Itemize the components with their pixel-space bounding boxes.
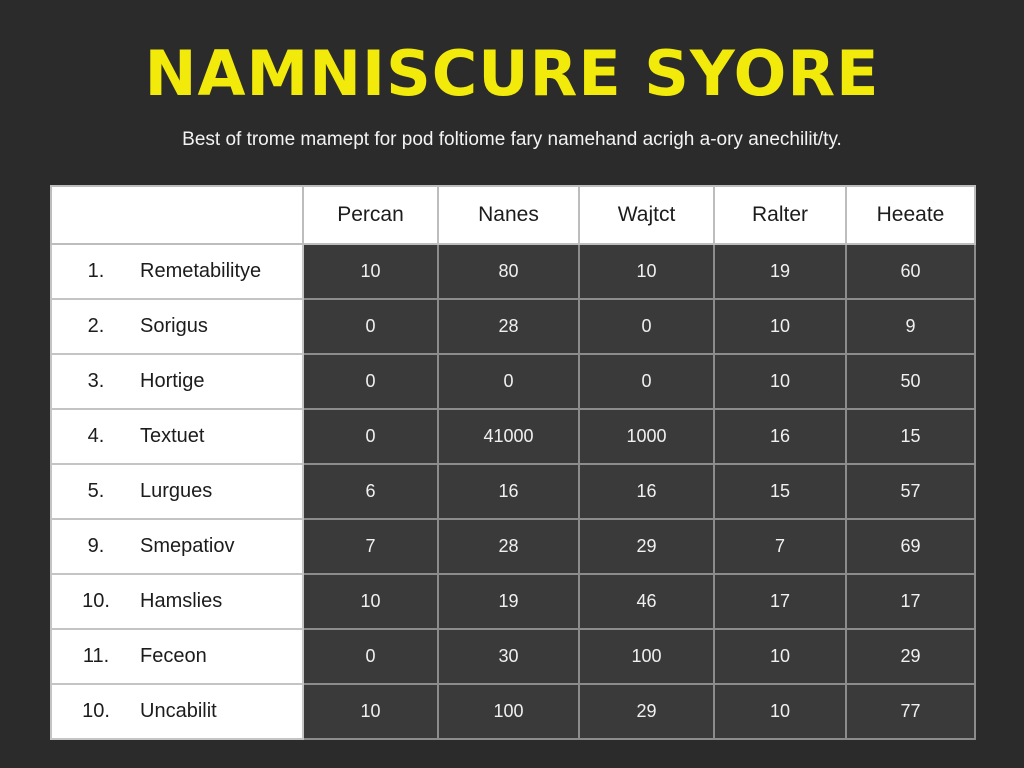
table-cell: 80 — [438, 244, 579, 299]
row-name: Textuet — [140, 425, 205, 447]
table-cell: 10 — [714, 354, 846, 409]
table-cell: 29 — [579, 519, 714, 574]
row-label-cell — [51, 464, 303, 519]
row-label-cell — [51, 519, 303, 574]
table-row — [51, 684, 975, 739]
table-cell: 10 — [714, 629, 846, 684]
table-cell: 16 — [714, 409, 846, 464]
row-rank: 10. — [82, 700, 110, 722]
table-cell: 41000 — [438, 409, 579, 464]
row-name: Remetabilitye — [140, 260, 262, 282]
column-header: Ralter — [714, 186, 846, 244]
row-label-cell — [51, 684, 303, 739]
row-label-cell — [51, 354, 303, 409]
table-cell: 0 — [303, 354, 438, 409]
table-cell: 10 — [303, 244, 438, 299]
row-name: Hortige — [140, 370, 205, 392]
row-rank: 1. — [87, 260, 105, 282]
table-cell: 16 — [438, 464, 579, 519]
table-cell: 1000 — [579, 409, 714, 464]
column-header: Heeate — [846, 186, 975, 244]
column-header: Percan — [303, 186, 438, 244]
table-row — [51, 354, 975, 409]
table-cell: 0 — [303, 299, 438, 354]
row-rank: 2. — [87, 315, 105, 337]
row-name: Smepatiov — [140, 535, 235, 557]
table-cell: 30 — [438, 629, 579, 684]
table-row — [51, 299, 975, 354]
table-cell: 10 — [303, 574, 438, 629]
table-cell: 57 — [846, 464, 975, 519]
table-row — [51, 244, 975, 299]
table-cell: 10 — [579, 244, 714, 299]
table-cell: 0 — [438, 354, 579, 409]
table-cell: 69 — [846, 519, 975, 574]
table-cell: 0 — [303, 409, 438, 464]
row-rank: 10. — [82, 590, 110, 612]
table-cell: 19 — [438, 574, 579, 629]
table-cell: 77 — [846, 684, 975, 739]
table-header — [51, 186, 975, 244]
table-cell: 15 — [846, 409, 975, 464]
header-corner — [51, 186, 303, 244]
row-rank: 9. — [87, 535, 105, 557]
ranking-table — [50, 185, 976, 740]
table-cell: 17 — [714, 574, 846, 629]
table-cell: 16 — [579, 464, 714, 519]
table-row — [51, 574, 975, 629]
table-row — [51, 519, 975, 574]
table-cell: 0 — [579, 354, 714, 409]
table-cell: 10 — [714, 299, 846, 354]
table-row — [51, 629, 975, 684]
table-body — [51, 244, 975, 739]
table-cell: 0 — [303, 629, 438, 684]
table-cell: 100 — [438, 684, 579, 739]
row-label-cell — [51, 629, 303, 684]
page-title: NAMNISCURE SYORE — [144, 37, 880, 110]
row-label-cell — [51, 574, 303, 629]
table-cell: 17 — [846, 574, 975, 629]
table-cell: 0 — [579, 299, 714, 354]
table-cell: 28 — [438, 299, 579, 354]
row-label-cell — [51, 409, 303, 464]
header-row — [51, 186, 975, 244]
row-rank: 3. — [87, 370, 105, 392]
page-subtitle: Best of trome mamept for pod foltiome fary namehand acrigh a-ory anechilit/ty. — [182, 129, 842, 150]
row-name: Hamslies — [140, 590, 223, 612]
column-header: Wajtct — [579, 186, 714, 244]
table-cell: 60 — [846, 244, 975, 299]
table-cell: 15 — [714, 464, 846, 519]
row-name: Feceon — [140, 645, 207, 667]
row-name: Sorigus — [140, 315, 208, 337]
row-name: Lurgues — [140, 480, 213, 502]
row-rank: 5. — [87, 480, 105, 502]
table-cell: 9 — [846, 299, 975, 354]
table-row — [51, 464, 975, 519]
table-cell: 6 — [303, 464, 438, 519]
row-rank: 11. — [82, 645, 110, 667]
table-cell: 29 — [579, 684, 714, 739]
table-cell: 7 — [714, 519, 846, 574]
table-cell: 29 — [846, 629, 975, 684]
table-cell: 46 — [579, 574, 714, 629]
row-name: Uncabilit — [140, 700, 217, 722]
table-cell: 10 — [303, 684, 438, 739]
table-cell: 19 — [714, 244, 846, 299]
row-rank: 4. — [87, 425, 105, 447]
table-cell: 28 — [438, 519, 579, 574]
row-label-cell — [51, 299, 303, 354]
table-cell: 50 — [846, 354, 975, 409]
table-cell: 100 — [579, 629, 714, 684]
column-header: Nanes — [438, 186, 579, 244]
table-row — [51, 409, 975, 464]
row-label-cell — [51, 244, 303, 299]
table-cell: 10 — [714, 684, 846, 739]
table-cell: 7 — [303, 519, 438, 574]
